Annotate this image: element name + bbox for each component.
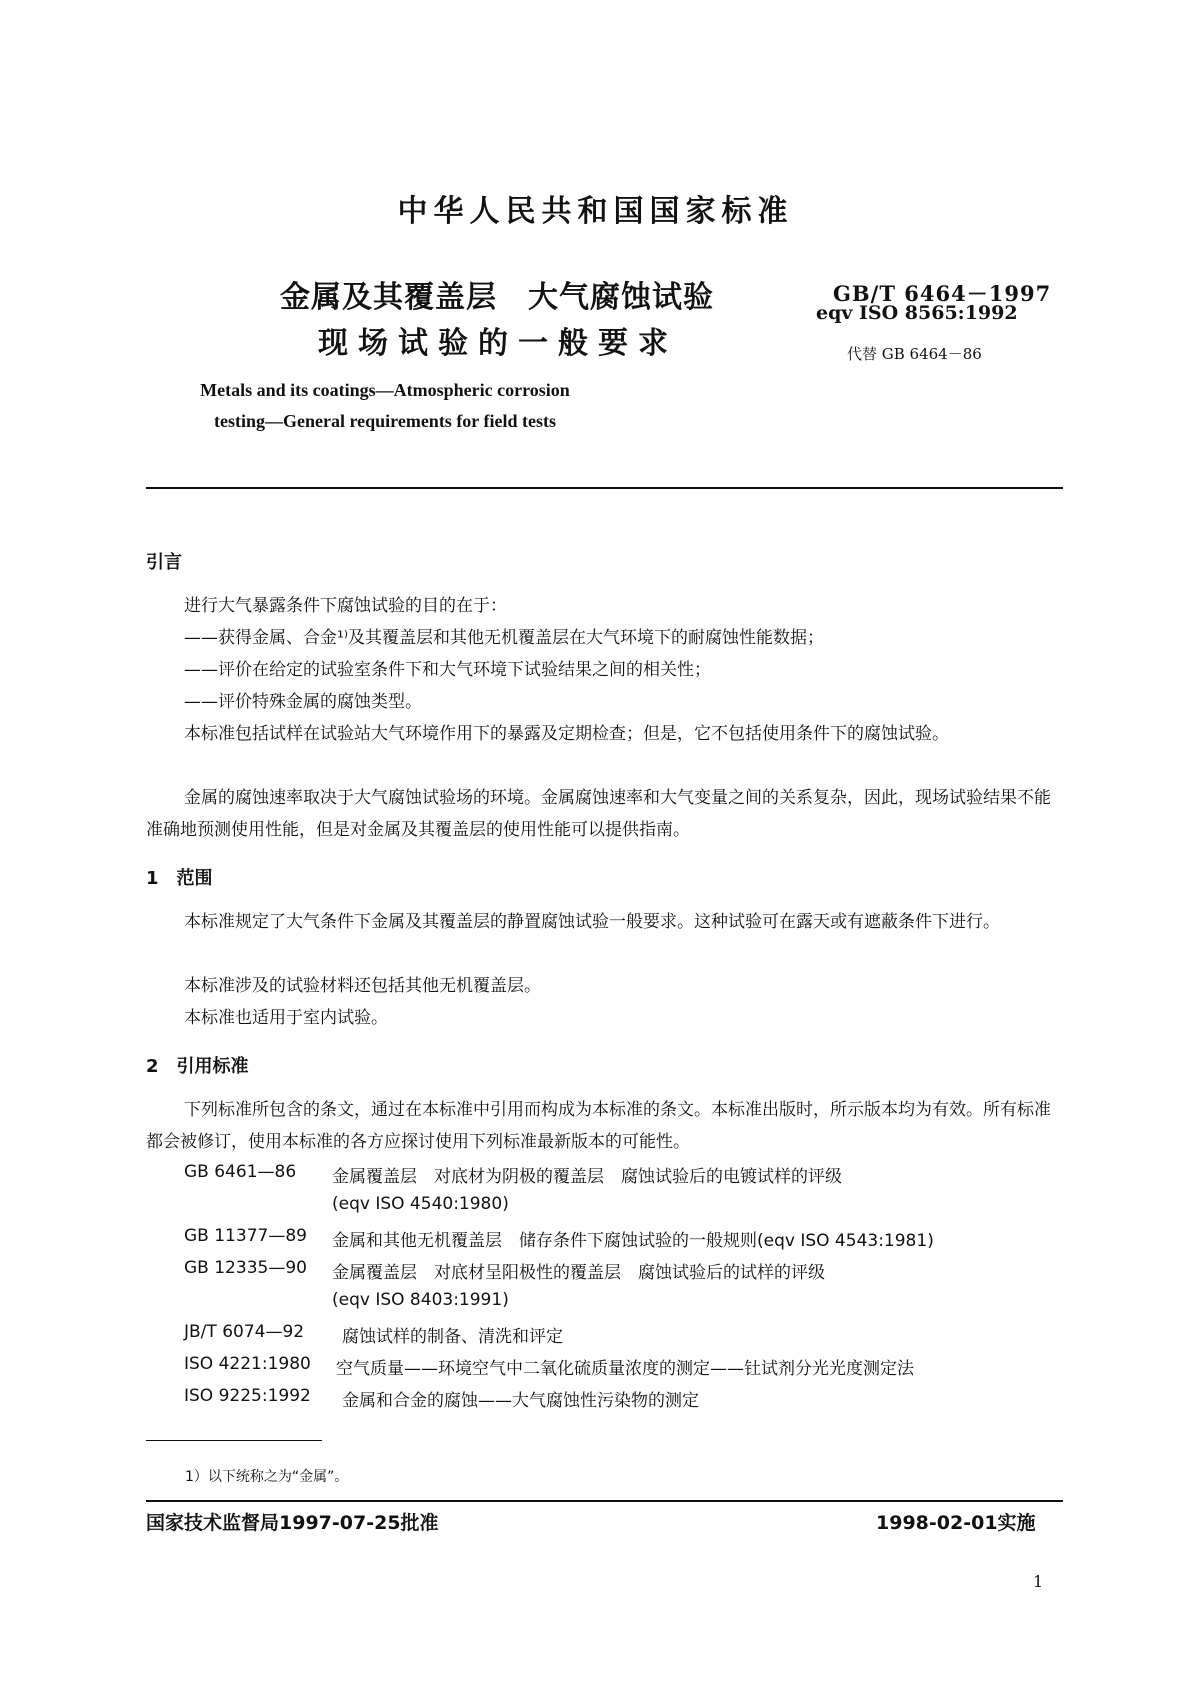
standard-equivalent: eqv ISO 8565:1992 — [816, 302, 1018, 324]
page-number: 1 — [1033, 1572, 1044, 1591]
reference-title: 金属和合金的腐蚀——大气腐蚀性污染物的测定 — [342, 1391, 699, 1411]
reference-item — [184, 1226, 934, 1251]
scope-heading: 1 范围 — [146, 868, 213, 889]
reference-title: 金属和其他无机覆盖层 储存条件下腐蚀试验的一般规则(eqv ISO 4543:1981) — [332, 1231, 934, 1251]
reference-item — [184, 1386, 699, 1411]
reference-item — [184, 1258, 825, 1283]
reference-item — [184, 1354, 914, 1379]
effective-date: 1998-02-01实施 — [876, 1512, 1036, 1534]
intro-bullet-1: ——获得金属、合金¹⁾及其覆盖层和其他无机覆盖层在大气环境下的耐腐蚀性能数据； — [184, 628, 824, 648]
reference-item — [184, 1322, 563, 1347]
reference-item — [184, 1162, 842, 1187]
standard-replaces: 代替 GB 6464－86 — [847, 345, 982, 363]
reference-title: 空气质量——环境空气中二氧化硫质量浓度的测定——钍试剂分光光度测定法 — [336, 1359, 914, 1379]
footnote: 1）以下统称之为“金属”。 — [185, 1469, 349, 1485]
title-cn-line1: 金属及其覆盖层 大气腐蚀试验 — [280, 280, 714, 315]
title-en-line1: Metals and its coatings—Atmospheric corrosion — [200, 380, 570, 400]
top-divider — [146, 487, 1063, 489]
approval-date: 国家技术监督局1997-07-25批准 — [146, 1512, 439, 1534]
reference-code: JB/T 6074—92 — [184, 1322, 305, 1342]
national-standard-heading: 中华人民共和国国家标准 — [397, 194, 794, 229]
title-en-line2: testing—General requirements for field tests — [214, 411, 556, 431]
intro-paragraph-1: 进行大气暴露条件下腐蚀试验的目的在于： — [184, 596, 507, 616]
intro-heading: 引言 — [146, 552, 182, 573]
scope-paragraph-1: 本标准规定了大气条件下金属及其覆盖层的静置腐蚀试验一般要求。这种试验可在露天或有遮蔽条件下进行。 — [184, 912, 1000, 932]
intro-bullet-3: ——评价特殊金属的腐蚀类型。 — [184, 692, 422, 712]
reference-code: GB 11377—89 — [184, 1226, 307, 1246]
scope-paragraph-2: 本标准涉及的试验材料还包括其他无机覆盖层。 — [184, 976, 541, 996]
reference-title: 腐蚀试样的制备、清洗和评定 — [342, 1327, 563, 1347]
reference-note: (eqv ISO 8403:1991) — [332, 1290, 509, 1310]
reference-code: ISO 4221:1980 — [184, 1354, 311, 1374]
intro-bullet-2: ——评价在给定的试验室条件下和大气环境下试验结果之间的相关性； — [184, 660, 711, 680]
scope-paragraph-3: 本标准也适用于室内试验。 — [184, 1008, 388, 1028]
footnote-divider — [146, 1440, 322, 1441]
reference-code: GB 12335—90 — [184, 1258, 307, 1278]
reference-note: (eqv ISO 4540:1980) — [332, 1194, 509, 1214]
reference-code: ISO 9225:1992 — [184, 1386, 311, 1406]
reference-title: 金属覆盖层 对底材呈阳极性的覆盖层 腐蚀试验后的试样的评级 — [332, 1263, 825, 1283]
title-cn-line2: 现场试验的一般要求 — [318, 326, 678, 361]
reference-code: GB 6461—86 — [184, 1162, 297, 1182]
bottom-divider — [146, 1500, 1063, 1502]
references-heading: 2 引用标准 — [146, 1056, 249, 1077]
intro-paragraph-2: 本标准包括试样在试验站大气环境作用下的暴露及定期检查；但是，它不包括使用条件下的腐蚀试验。 — [184, 724, 949, 744]
intro-paragraph-3: 金属的腐蚀速率取决于大气腐蚀试验场的环境。金属腐蚀速率和大气变量之间的关系复杂，因此，现场试验结果不能准确地预测使用性能，但是对金属及其覆盖层的使用性能可以提供指南。 — [146, 788, 1051, 840]
references-paragraph: 下列标准所包含的条文，通过在本标准中引用而构成为本标准的条文。本标准出版时，所示版本均为有效。所有标准都会被修订，使用本标准的各方应探讨使用下列标准最新版本的可能性。 — [146, 1100, 1051, 1152]
standard-number: GB/T 6464－1997 — [833, 281, 1052, 306]
reference-title: 金属覆盖层 对底材为阴极的覆盖层 腐蚀试验后的电镀试样的评级 — [332, 1167, 842, 1187]
